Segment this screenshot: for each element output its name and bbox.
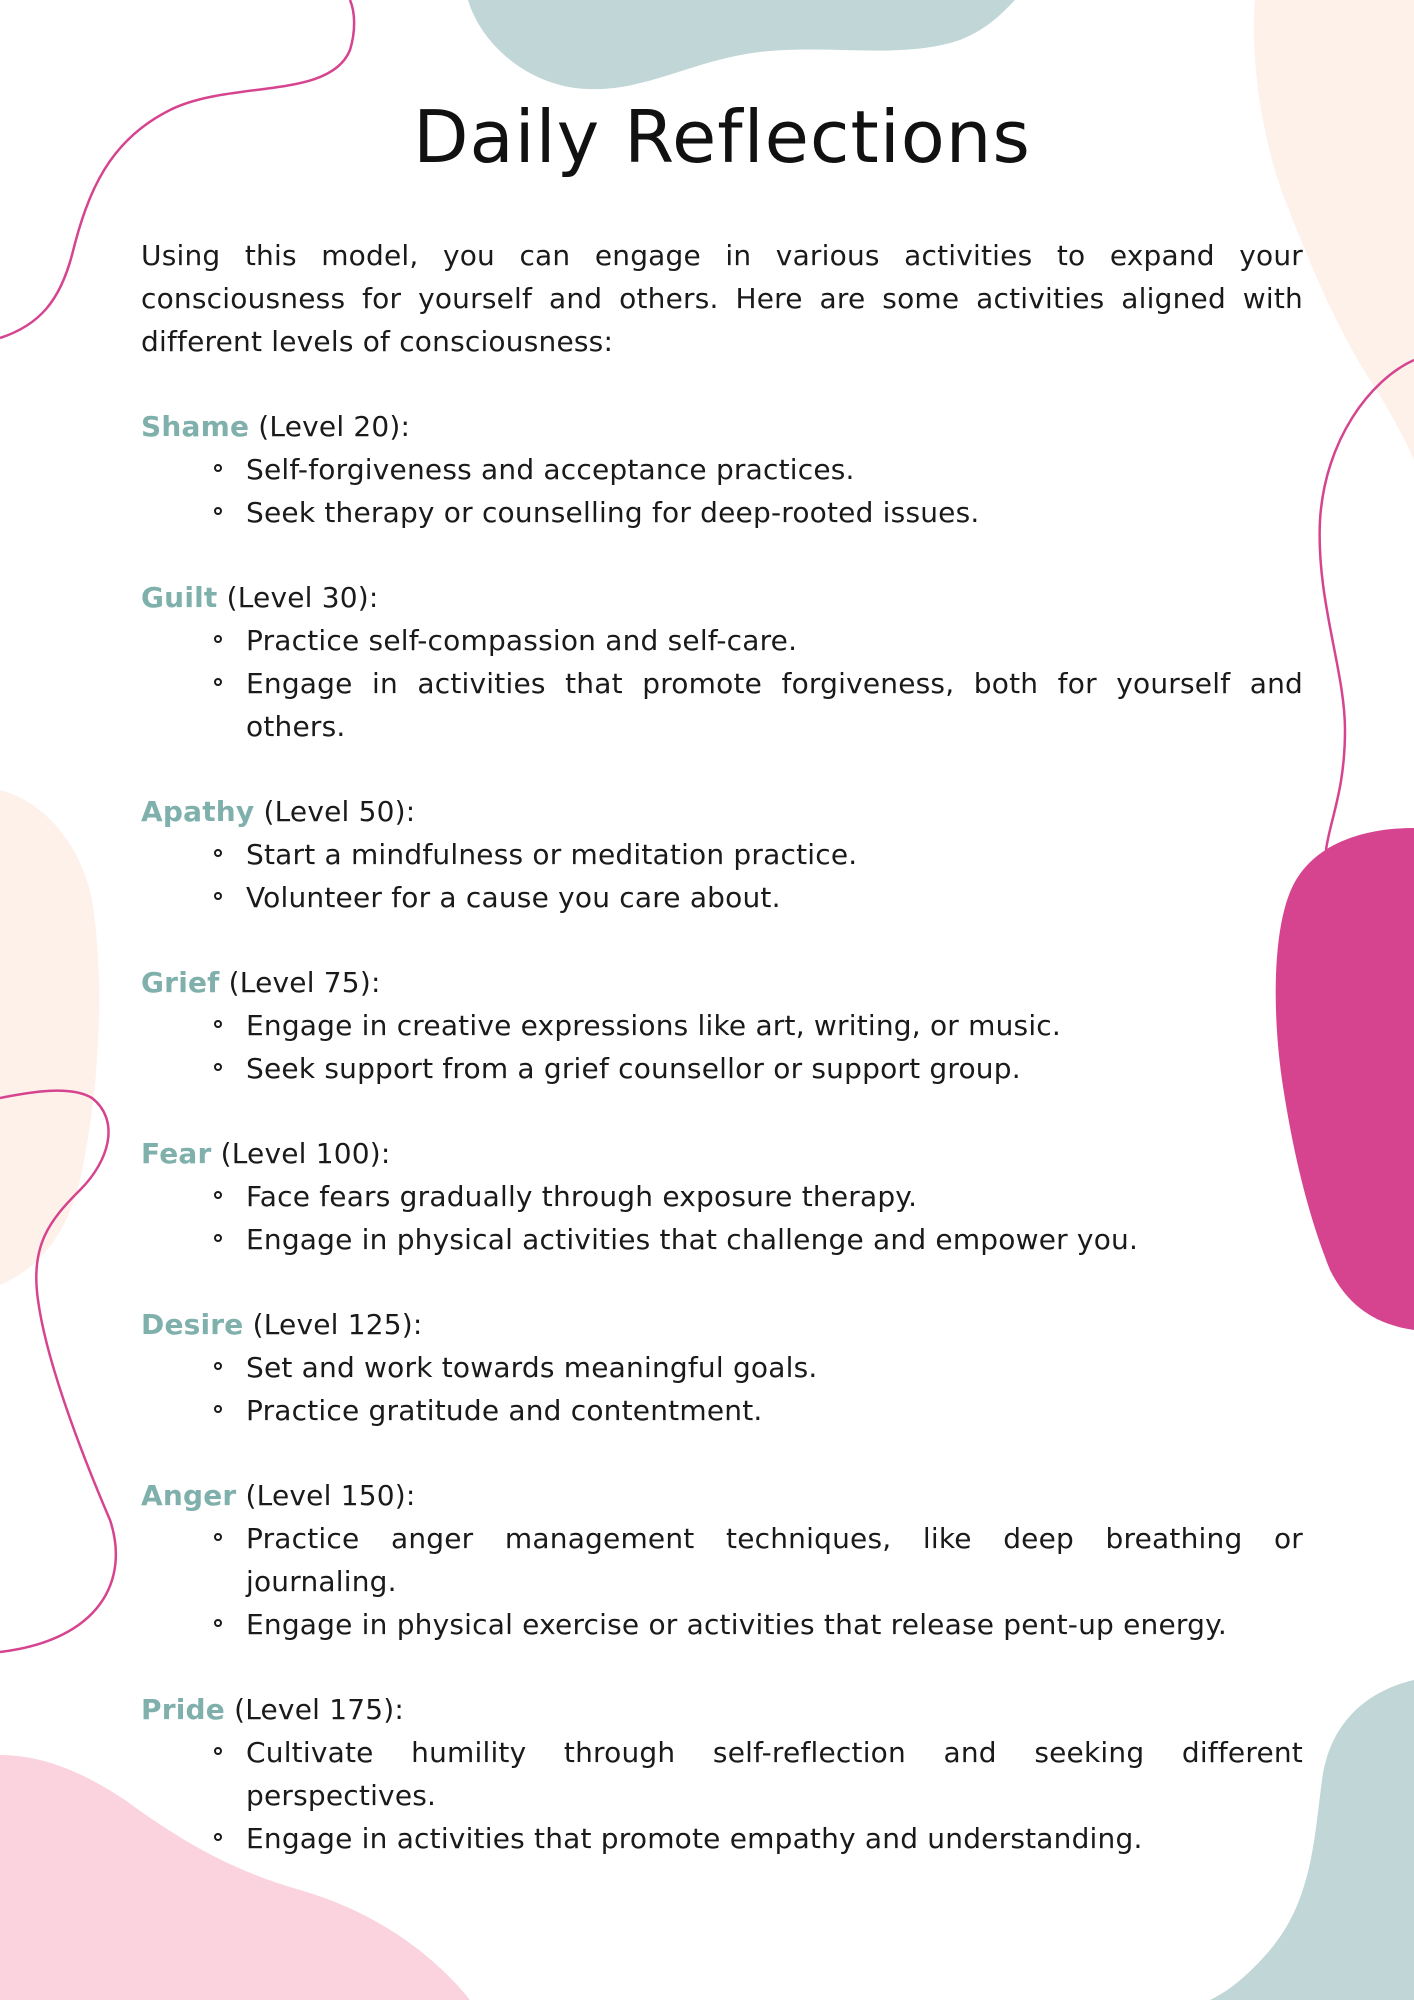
teal-blob-top xyxy=(468,0,1015,89)
list-item xyxy=(246,1731,1303,1817)
list-item xyxy=(246,1047,1303,1090)
list-item xyxy=(246,1517,1303,1603)
level-number-label: (Level 100): xyxy=(211,1137,391,1170)
level-number-label: (Level 175): xyxy=(224,1693,405,1726)
activity-text: Engage in activities that promote forgiveness, both for yourself and others. xyxy=(246,667,1303,743)
list-item xyxy=(246,1175,1303,1218)
bullet-icon xyxy=(214,1234,222,1242)
activity-text: Seek therapy or counselling for deep-rooted issues. xyxy=(246,496,980,529)
level-section-anger xyxy=(141,1474,1303,1646)
level-name: Grief xyxy=(141,966,220,999)
level-heading xyxy=(141,961,1303,1004)
bullet-icon xyxy=(214,464,222,472)
level-number-label: (Level 20): xyxy=(249,410,411,443)
magenta-line-right xyxy=(1320,360,1414,850)
bullet-icon xyxy=(214,1191,222,1199)
bullet-icon xyxy=(214,1747,222,1755)
activity-text: Seek support from a grief counsellor or support group. xyxy=(246,1052,1021,1085)
level-name: Guilt xyxy=(141,581,218,614)
level-number-label: (Level 150): xyxy=(236,1479,416,1512)
activity-text: Engage in creative expressions like art, writing, or music. xyxy=(246,1009,1061,1042)
list-item xyxy=(246,1603,1303,1646)
level-name: Anger xyxy=(141,1479,237,1512)
activity-text: Face fears gradually through exposure therapy. xyxy=(246,1180,918,1213)
bullet-icon xyxy=(214,1020,222,1028)
level-section-shame xyxy=(141,405,1303,534)
level-heading xyxy=(141,790,1303,833)
activity-list xyxy=(141,448,1303,534)
activity-text: Practice gratitude and contentment. xyxy=(246,1394,763,1427)
list-item xyxy=(246,833,1303,876)
list-item xyxy=(246,491,1303,534)
level-section-apathy xyxy=(141,790,1303,919)
level-heading xyxy=(141,1132,1303,1175)
bullet-icon xyxy=(214,1405,222,1413)
list-item xyxy=(246,662,1303,748)
level-number-label: (Level 50): xyxy=(254,795,416,828)
activity-text: Start a mindfulness or meditation practice. xyxy=(246,838,858,871)
level-section-desire xyxy=(141,1303,1303,1432)
list-item xyxy=(246,1389,1303,1432)
level-number-label: (Level 125): xyxy=(243,1308,423,1341)
level-section-fear xyxy=(141,1132,1303,1261)
activity-text: Engage in activities that promote empathy and understanding. xyxy=(246,1822,1143,1855)
bullet-icon xyxy=(214,1063,222,1071)
activity-text: Cultivate humility through self-reflection and seeking different perspectives. xyxy=(246,1736,1303,1812)
level-heading xyxy=(141,405,1303,448)
activity-list xyxy=(141,1731,1303,1860)
level-number-label: (Level 75): xyxy=(219,966,381,999)
level-name: Desire xyxy=(141,1308,244,1341)
peach-blob-top-right xyxy=(1254,0,1414,460)
activity-list xyxy=(141,1346,1303,1432)
activity-text: Engage in physical exercise or activities that release pent-up energy. xyxy=(246,1608,1227,1641)
activity-text: Self-forgiveness and acceptance practices. xyxy=(246,453,855,486)
bullet-icon xyxy=(214,849,222,857)
level-name: Shame xyxy=(141,410,250,443)
level-heading xyxy=(141,1303,1303,1346)
activity-list xyxy=(141,1004,1303,1090)
peach-blob-left xyxy=(0,790,99,1285)
level-name: Apathy xyxy=(141,795,255,828)
level-section-guilt xyxy=(141,576,1303,748)
level-section-pride xyxy=(141,1688,1303,1860)
list-item xyxy=(246,1817,1303,1860)
bullet-icon xyxy=(214,1533,222,1541)
level-name: Fear xyxy=(141,1137,212,1170)
activity-text: Practice anger management techniques, like deep breathing or journaling. xyxy=(246,1522,1303,1598)
level-number-label: (Level 30): xyxy=(217,581,379,614)
list-item xyxy=(246,619,1303,662)
list-item xyxy=(246,1346,1303,1389)
activity-text: Set and work towards meaningful goals. xyxy=(246,1351,818,1384)
level-heading xyxy=(141,576,1303,619)
intro-paragraph: Using this model, you can engage in various activities to expand your consciousness for yourself and others. Here are some activities aligned with different levels of consciousness: xyxy=(141,239,1303,358)
bullet-icon xyxy=(214,892,222,900)
activity-text: Engage in physical activities that challenge and empower you. xyxy=(246,1223,1139,1256)
bullet-icon xyxy=(214,507,222,515)
list-item xyxy=(246,876,1303,919)
bullet-icon xyxy=(214,635,222,643)
list-item xyxy=(246,1004,1303,1047)
bullet-icon xyxy=(214,678,222,686)
level-heading xyxy=(141,1474,1303,1517)
activity-list xyxy=(141,1517,1303,1646)
activity-list xyxy=(141,619,1303,748)
activity-list xyxy=(141,1175,1303,1261)
activity-list xyxy=(141,833,1303,919)
activity-text: Volunteer for a cause you care about. xyxy=(246,881,781,914)
level-heading xyxy=(141,1688,1303,1731)
level-name: Pride xyxy=(141,1693,225,1726)
activity-text: Practice self-compassion and self-care. xyxy=(246,624,798,657)
bullet-icon xyxy=(214,1833,222,1841)
level-section-grief xyxy=(141,961,1303,1090)
list-item xyxy=(246,448,1303,491)
page-title: Daily Reflections xyxy=(413,95,1031,179)
list-item xyxy=(246,1218,1303,1261)
bullet-icon xyxy=(214,1362,222,1370)
bullet-icon xyxy=(214,1619,222,1627)
